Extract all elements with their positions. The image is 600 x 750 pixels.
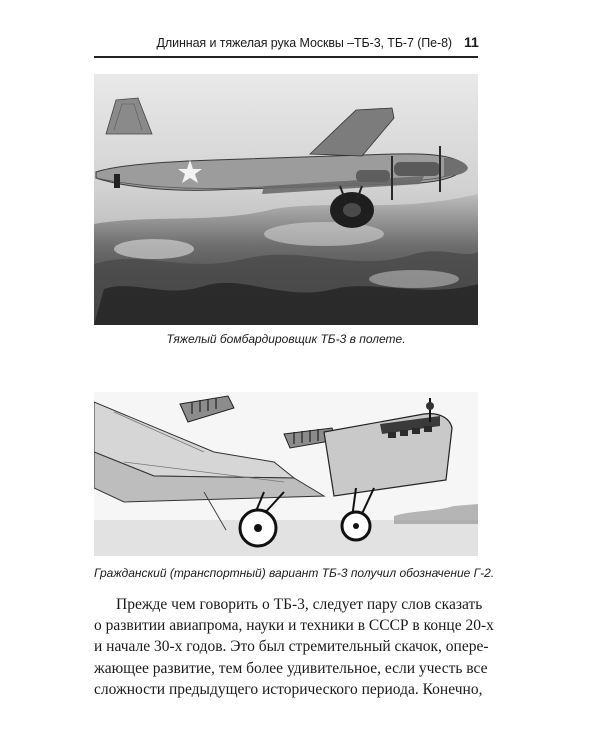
body-paragraph [94, 594, 494, 700]
tb3-flight-photo-graphic [94, 74, 478, 325]
body-line: Прежде чем говорить о ТБ-3, следует пару слов сказать [116, 596, 483, 613]
photo-tb3-in-flight [94, 74, 478, 325]
body-line: жающее развитие, тем более удивительное, если учесть все [94, 659, 488, 677]
body-line: о развитии авиапрома, науки и техники в СССР в конце 20-х [94, 617, 494, 635]
body-line: и начале 30-х годов. Это был стремительный скачок, опере- [94, 638, 489, 656]
photo-g2-transport [94, 392, 478, 556]
running-title: Длинная и тяжелая рука Москвы –ТБ-3, ТБ-7 (Пе-8) [156, 36, 452, 50]
figure-caption-g2: Гражданский (транспортный) вариант ТБ-3 получил обозначение Г-2. [94, 566, 495, 580]
figure-caption-tb3: Тяжелый бомбардировщик ТБ-3 в полете. [166, 332, 406, 346]
header-divider [94, 56, 478, 58]
g2-transport-photo-graphic [94, 392, 478, 556]
page-number: 11 [464, 34, 479, 50]
body-line: сложности предыдущего исторического периода. Конечно, [94, 680, 483, 698]
